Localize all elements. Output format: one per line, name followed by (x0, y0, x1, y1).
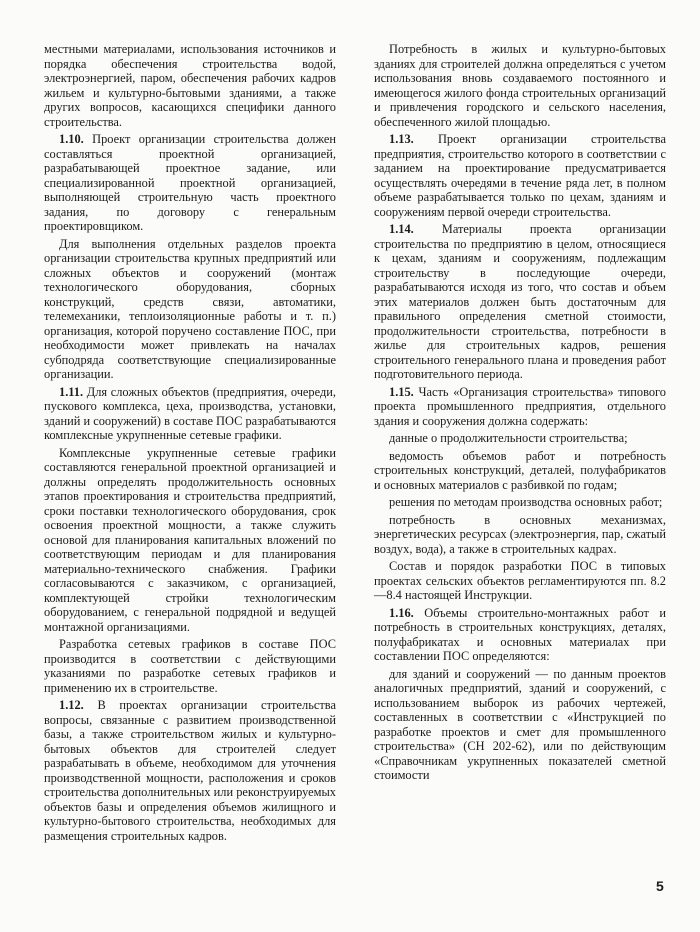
paragraph (44, 637, 336, 695)
paragraph-text: данные о продолжительности строительства; (389, 431, 628, 445)
paragraph (374, 222, 666, 382)
paragraph (44, 42, 336, 129)
section-number: 1.10. (59, 132, 84, 146)
paragraph-text: Проект организации строительства предприятия, строительство которого в соответствии с заданием на проектирование предусматривается осуществлять очередями в течение ряда лет, в полном объеме разрабатывается только по цехам, зданиям и сооружениям первой очереди строительства. (374, 132, 666, 219)
paragraph (374, 559, 666, 603)
paragraph (374, 495, 666, 510)
paragraph-text: Проект организации строительства должен составляться проектной организацией, разрабатывающей проектное задание, или специализированной проектной организацией, выполняющей строительную часть проектного задания, по договору с генеральным проектировщиком. (44, 132, 336, 233)
paragraph (374, 513, 666, 557)
paragraph-text: потребность в основных механизмах, энергетических ресурсах (электроэнергия, пар, сжатый воздух, вода), а также в строительных кадрах. (374, 512, 667, 556)
section-number: 1.14. (389, 222, 414, 236)
page-number: 5 (656, 878, 664, 894)
section-number: 1.12. (59, 698, 84, 712)
paragraph (44, 385, 336, 443)
section-number: 1.15. (389, 384, 414, 399)
left-column (44, 42, 336, 846)
paragraph-text: Часть «Организация строительства» типового проекта промышленного предприятия, отдельного здания и сооружения должна содержать: (374, 384, 666, 428)
paragraph (44, 698, 336, 843)
paragraph-text: Потребность в жилых и культурно-бытовых зданиях для строителей должна определяться с учетом использования вновь создаваемого постоянного и имеющегося жилого фонда строительных организаций и привлечения городского и сельского населения, обеспеченного жилой площадью. (374, 42, 666, 129)
paragraph (374, 449, 666, 493)
right-column (374, 42, 666, 786)
section-number: 1.13. (389, 132, 414, 146)
paragraph (374, 667, 666, 783)
paragraph-text: местными материалами, использования источников и порядка обеспечения строительства водой, электроэнергией, паром, обеспечения рабочих кадров жильем и культурно-бытовыми зданиями, а также других вопросов, касающихся специфики данного строительства. (44, 42, 336, 129)
paragraph-text: Материалы проекта организации строительства по предприятию в целом, относящиеся к цехам, зданиям и сооружениям, подлежащим строительству в последующие очереди, разрабатываются исходя из того, что состав и объем этих материалов должен быть достаточным для правильного определения сметной стоимости, продолжительности строительства, потребности в жилье для строительных кадров, решения строительного генерального плана и проведения работ подготовительного периода. (374, 222, 666, 381)
paragraph (44, 237, 336, 382)
paragraph-text: Разработка сетевых графиков в составе ПОС производится в соответствии с действующими указаниями по разработке сетевых графиков и применению их в строительстве. (44, 637, 336, 695)
paragraph (374, 42, 666, 129)
section-number: 1.16. (389, 605, 414, 620)
paragraph-text: Состав и порядок разработки ПОС в типовых проектах сельских объектов регламентируются пп. 8.2—8.4 настоящей Инструкции. (374, 559, 666, 602)
paragraph (44, 446, 336, 635)
paragraph (44, 132, 336, 234)
paragraph-text: Для сложных объектов (предприятия, очереди, пускового комплекса, цеха, производства, установки, зданий и сооружений) в составе ПОС разрабатываются комплексные укрупненные сетевые графики. (44, 384, 337, 442)
paragraph-text: решения по методам производства основных работ; (389, 495, 663, 509)
paragraph-text: Комплексные укрупненные сетевые графики составляются генеральной проектной организацией и должны определять продолжительность основных этапов проектирования и строительства предприятий, сроки поставки технологического оборудования, срок освоения проектной мощности, а также служить основой для планирования капитальных вложений по соответствующим периодам и для планирования материально-технического снабжения. Графики согласовываются с заказчиком, с организацией, комплектующей стройки технологическим оборудованием, с генеральной подрядной и ведущей монтажной организациями. (44, 445, 336, 634)
section-number: 1.11. (59, 384, 84, 399)
paragraph-text: Объемы строительно-монтажных работ и потребность в строительных конструкциях, деталях, полуфабрикатах и основных материалах при составлении ПОС определяются: (374, 605, 666, 663)
paragraph-text: В проектах организации строительства вопросы, связанные с развитием производственной базы, а также строительством жилых и культурно-бытовых объектов для строителей следует разрабатывать в объеме, необходимом для уточнения производственной мощности, расположения и сроков строительства дополнительных или реконструируемых объектов базы и определения объемов жилищного и культурно-бытового строительства, необходимых для размещения строительных кадров. (44, 698, 336, 843)
paragraph-text: ведомость объемов работ и потребность строительных конструкций, деталей, полуфабрикатов и основных материалов с разбивкой по годам; (374, 448, 666, 492)
paragraph-text: Для выполнения отдельных разделов проекта организации строительства крупных предприятий или сложных объектов и сооружений (монтаж технологического оборудования, сборных конструкций, средств связи, автоматики, телемеханики, теплоизоляционные работы и т. п.) организация, которой поручено составление ПОС, при необходимости может привлекать на началах субподряда соответствующие специализированные организации. (44, 236, 336, 381)
paragraph (374, 132, 666, 219)
paragraph (374, 385, 666, 429)
paragraph-text: для зданий и сооружений — по данным проектов аналогичных предприятий, зданий и сооружений, с использованием выборок из рабочих чертежей, составленных в соответствии с «Инструкцией по разработке проектов и смет для промышленного строительства» (СН 202-62), или по действующим «Справочникам укрупненных показателей сметной стоимости (374, 666, 666, 782)
paragraph (374, 431, 666, 446)
paragraph (374, 606, 666, 664)
